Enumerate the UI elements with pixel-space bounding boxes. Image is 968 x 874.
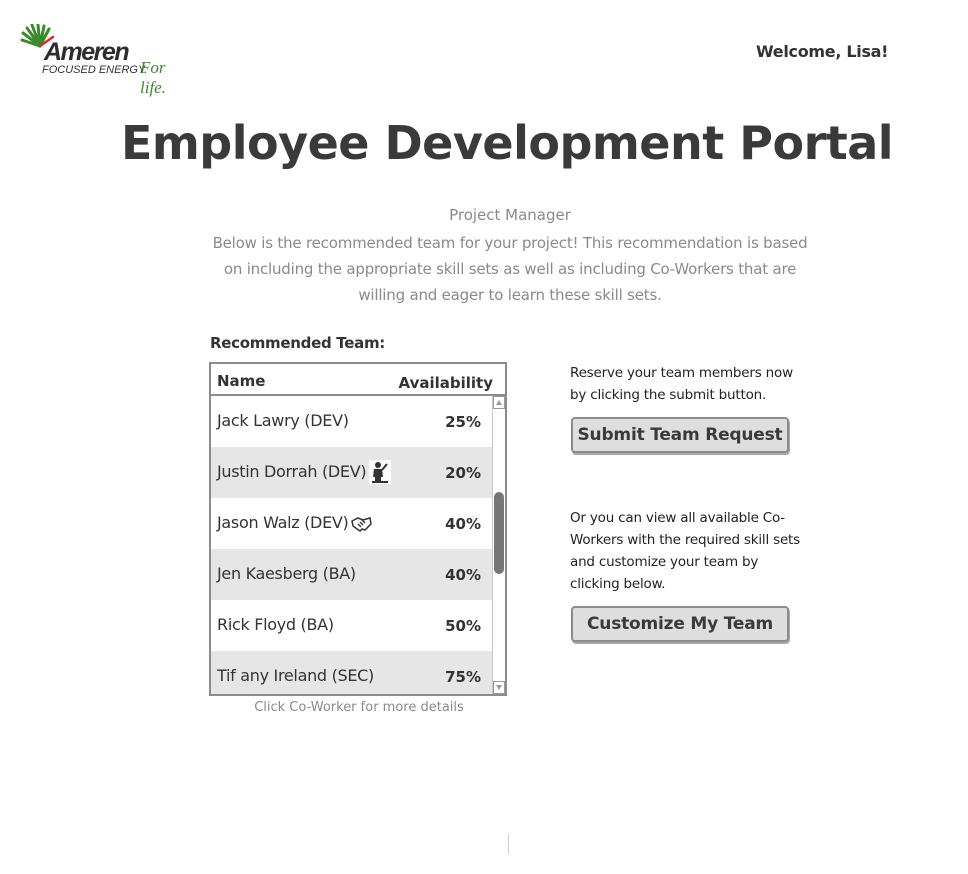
recommended-team-label: Recommended Team: [210,334,385,352]
team-row[interactable] [211,549,494,600]
coworker-availability: 25% [445,413,481,431]
coworker-name: Rick Floyd (BA) [217,615,334,634]
page-title: Employee Development Portal [120,116,894,170]
table-scrollbar[interactable] [492,396,505,694]
user-role: Project Manager [449,206,571,224]
column-header-availability: Availability [398,374,493,392]
brand-tagline: FOCUSED ENERGY. [42,64,148,76]
team-row[interactable] [211,651,494,696]
intro-text: Below is the recommended team for your project! This recommendation is based on including the appropriate skill sets as well as including Co-Workers that are willing and eager to learn these skill sets. [212,234,808,304]
team-row[interactable] [211,396,494,447]
scroll-down-arrow-icon[interactable] [493,681,505,694]
coworker-availability: 20% [445,464,481,482]
team-row[interactable] [211,447,494,498]
coworker-name: Tif any Ireland (SEC) [217,666,374,685]
table-hint: Click Co-Worker for more details [254,700,464,715]
coworker-name: Jason Walz (DEV) [217,513,349,532]
coworker-availability: 40% [445,515,481,533]
divider [508,834,509,854]
coworker-availability: 50% [445,617,481,635]
coworker-availability: 40% [445,566,481,584]
scroll-thumb[interactable] [494,492,504,574]
team-rows [211,396,494,696]
coworker-name: Jen Kaesberg (BA) [217,564,356,583]
handshake-icon [350,511,372,535]
column-header-name: Name [217,372,266,390]
brand-tagline-script: For life. [140,58,166,97]
team-row[interactable] [211,600,494,651]
coworker-name: Jack Lawry (DEV) [217,411,349,430]
table-header [211,364,505,396]
coworker-name: Justin Dorrah (DEV) [217,462,367,481]
customize-my-team-button[interactable]: Customize My Team [571,606,789,642]
coworker-availability: 75% [445,668,481,686]
submit-instructions: Reserve your team members now by clicking the submit button. [570,365,793,403]
team-row[interactable] [211,498,494,549]
scroll-up-arrow-icon[interactable] [493,396,505,409]
brand-name: Ameren [44,38,129,66]
team-table [209,362,507,696]
teacher-icon [369,460,391,484]
customize-instructions: Or you can view all available Co-Workers with the required skill sets and customize your team by clicking below. [570,510,800,592]
submit-team-request-button[interactable]: Submit Team Request [571,417,789,453]
ameren-logo [20,24,190,97]
welcome-message: Welcome, Lisa! [756,42,889,61]
